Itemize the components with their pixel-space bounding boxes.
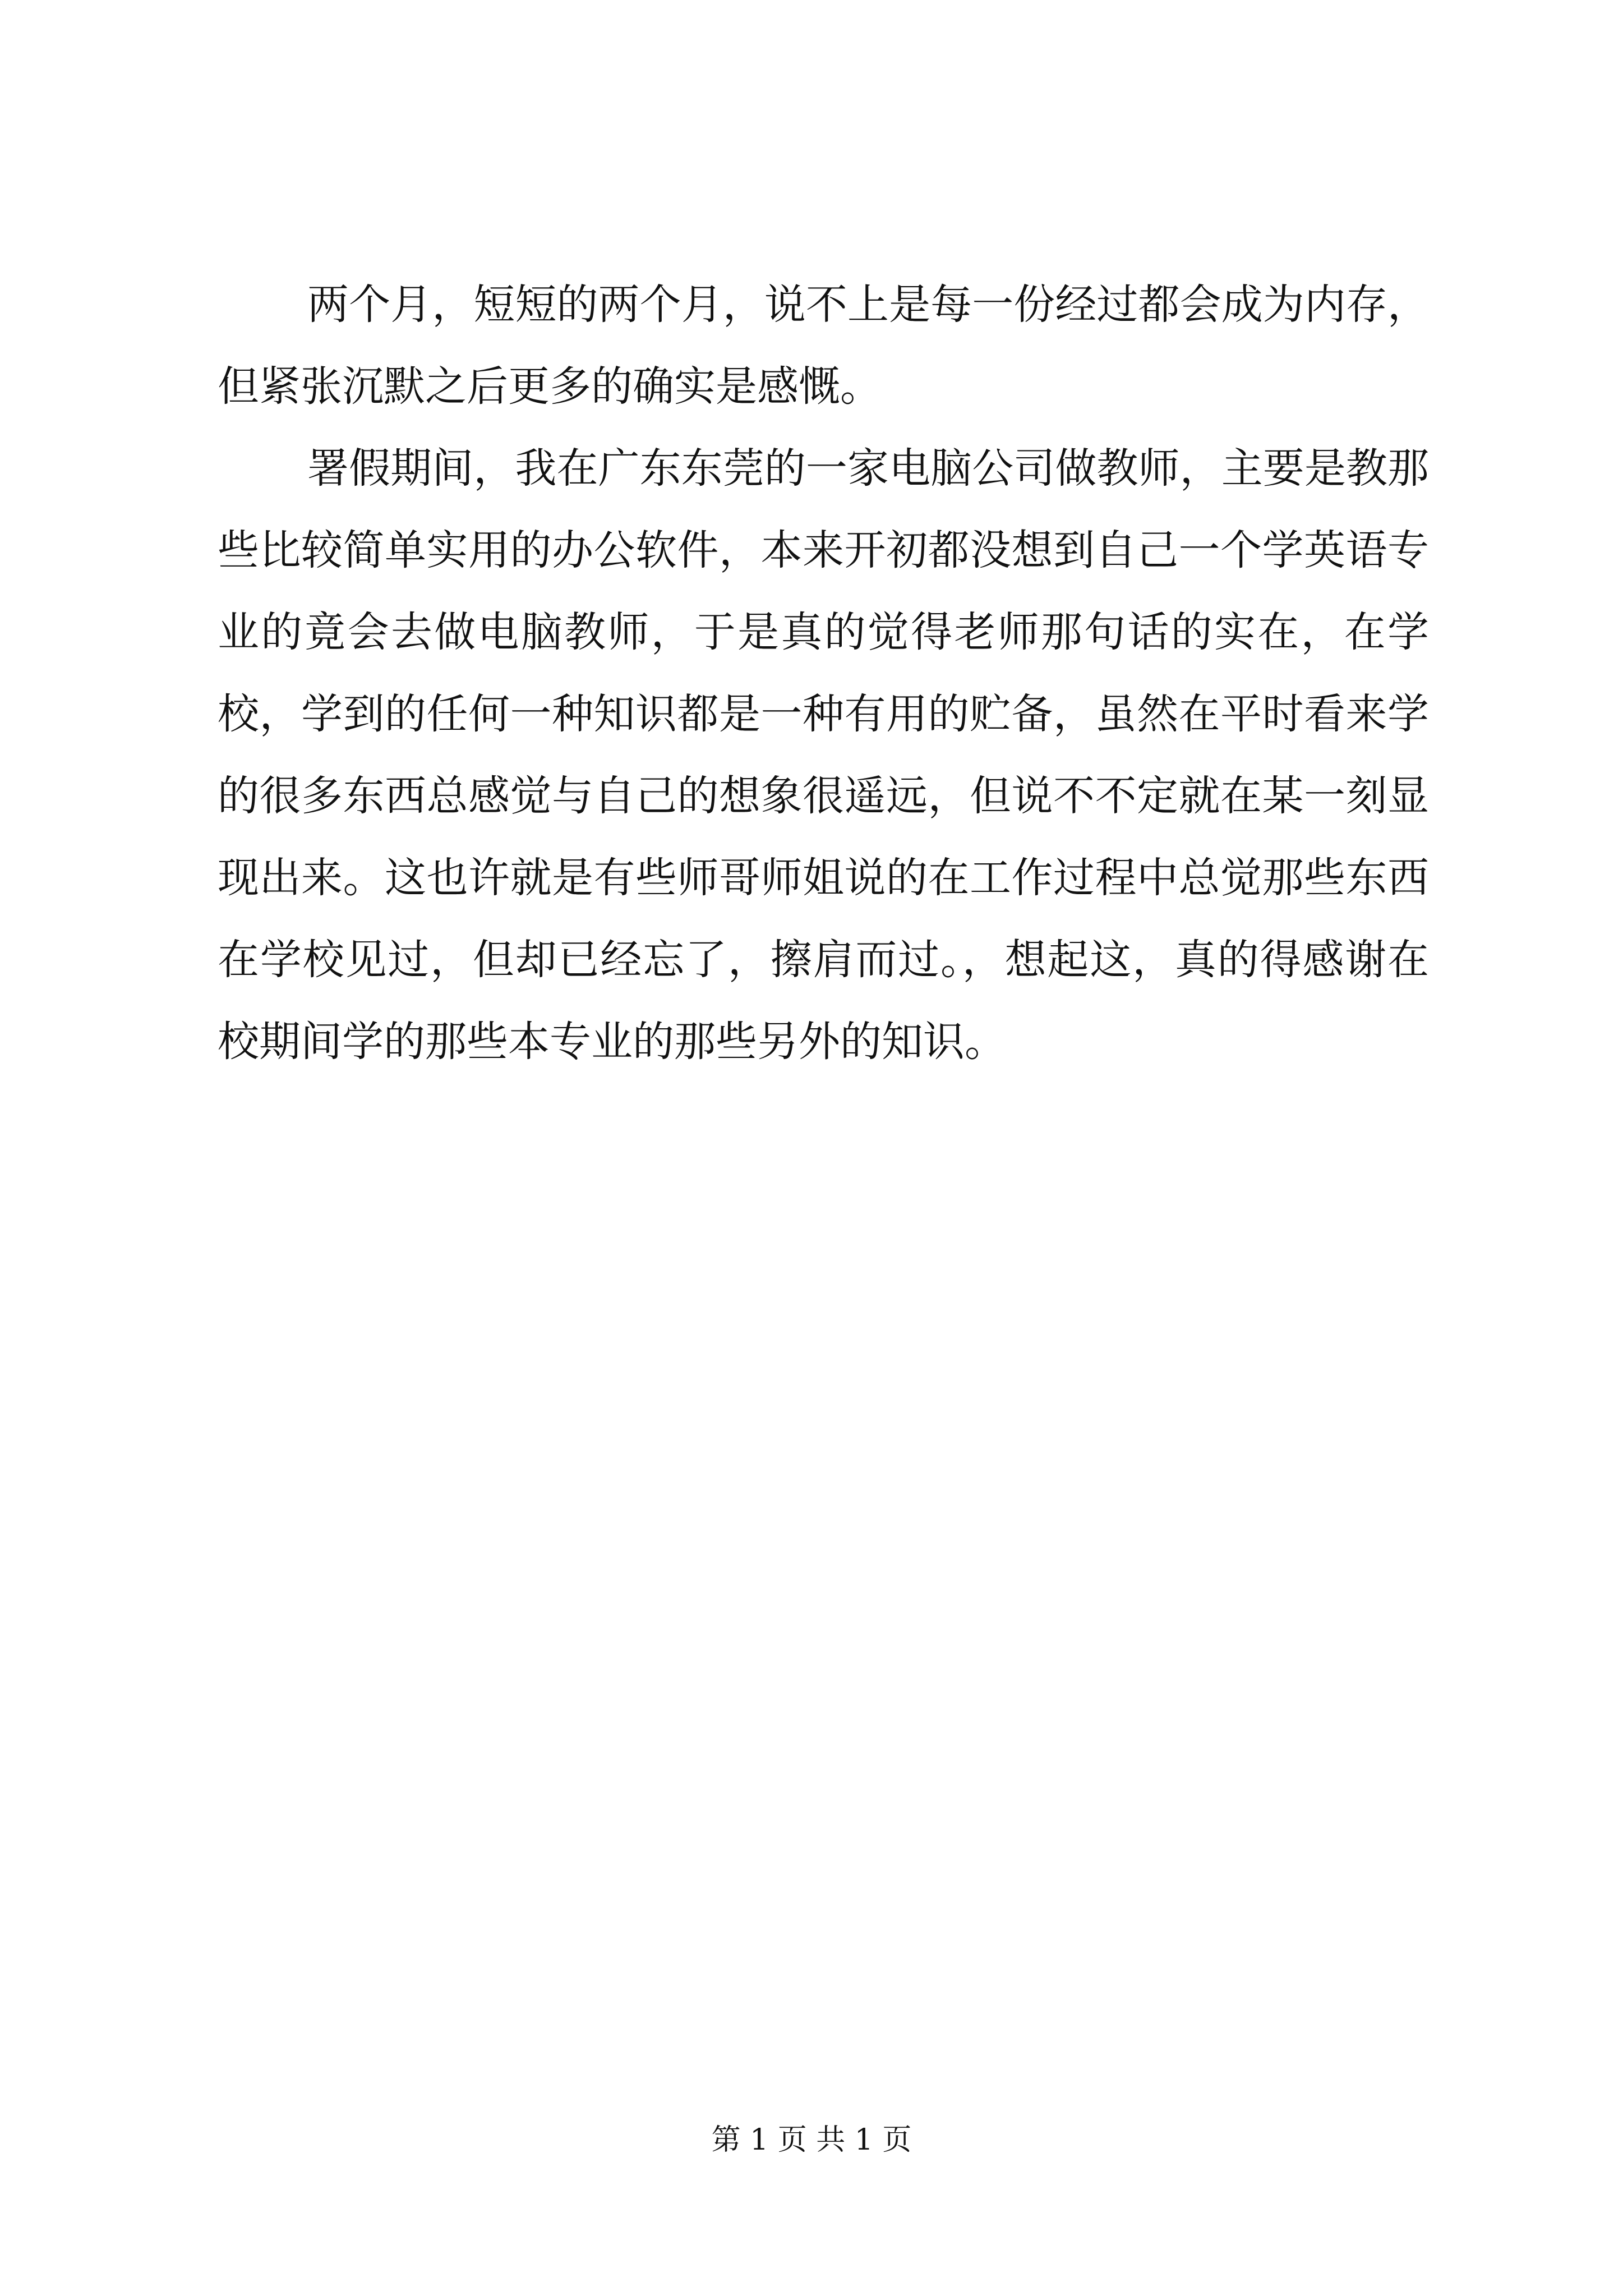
page-number-footer: 第 1 页 共 1 页: [711, 2123, 912, 2157]
document-body: [218, 264, 1429, 1083]
paragraph-2: 署假期间，我在广东东莞的一家电脑公司做教师，主要是教那些比较简单实用的办公软件，本来开初都没想到自己一个学英语专业的竟会去做电脑教师，于是真的觉得老师那句话的实在，在学校，学到的任何一种知识都是一种有用的贮备，虽然在平时看来学的很多东西总感觉与自己的想象很遥远，但说不不定就在某一刻显现出来。这也许就是有些师哥师姐说的在工作过程中总觉那些东西在学校见过，但却已经忘了，擦肩而过。，想起这，真的得感谢在校期间学的那些本专业的那些另外的知识。: [218, 444, 1429, 1066]
paragraph-1: 两个月，短短的两个月，说不上是每一份经过都会成为内存，但紧张沉默之后更多的确实是感慨。: [218, 280, 1429, 411]
